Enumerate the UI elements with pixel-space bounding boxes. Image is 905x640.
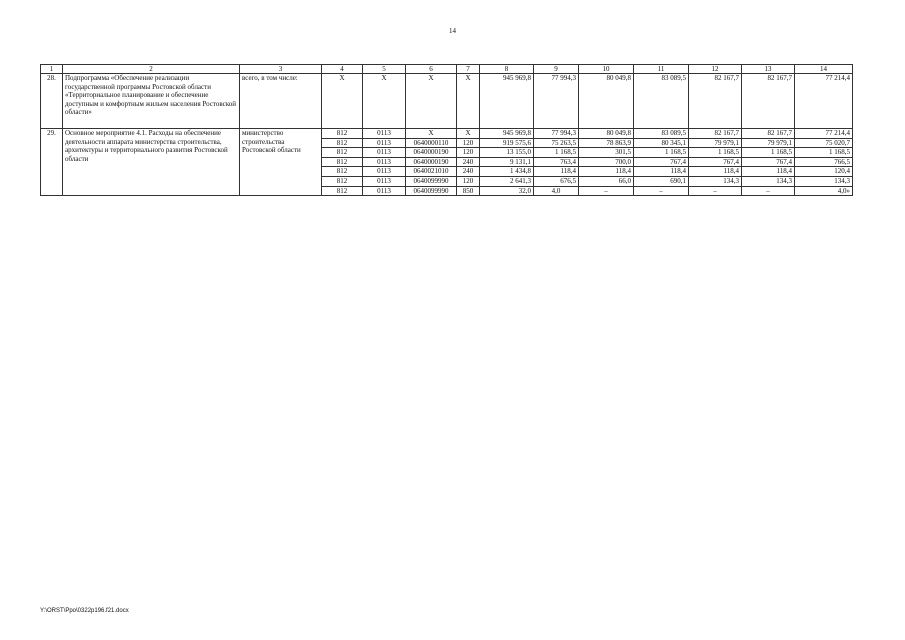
year-cell: 82 167,7 bbox=[689, 74, 742, 129]
year-cell: 134,3 bbox=[689, 176, 742, 186]
file-path-footer: Y:\ORST\Ppo\0322p196.f21.docx bbox=[40, 608, 129, 614]
year-cell: – bbox=[579, 186, 634, 196]
rz-pr-cell: 0113 bbox=[363, 138, 406, 148]
year-cell: 118,4 bbox=[689, 167, 742, 177]
header-cell: 7 bbox=[457, 65, 480, 74]
header-cell: 1 bbox=[41, 65, 63, 74]
gr-cell: 812 bbox=[322, 167, 363, 177]
year-cell: 82 167,7 bbox=[742, 129, 795, 139]
year-cell: 134,3 bbox=[795, 176, 853, 186]
gr-cell: 812 bbox=[322, 176, 363, 186]
rz-pr-cell: 0113 bbox=[363, 129, 406, 139]
header-cell: 11 bbox=[634, 65, 689, 74]
csr-cell: 0640021010 bbox=[406, 167, 457, 177]
year-cell: 118,4 bbox=[579, 167, 634, 177]
year-cell: 80 049,8 bbox=[579, 129, 634, 139]
year-cell: 82 167,7 bbox=[689, 129, 742, 139]
year-cell: 79 979,1 bbox=[689, 138, 742, 148]
header-cell: 3 bbox=[240, 65, 322, 74]
vr-cell: Х bbox=[457, 74, 480, 129]
year-cell: 4,0 bbox=[534, 186, 579, 196]
year-cell: 134,3 bbox=[742, 176, 795, 186]
year-cell: 767,4 bbox=[634, 157, 689, 167]
table-header-row bbox=[41, 65, 853, 74]
table-row-28 bbox=[41, 74, 853, 129]
header-cell: 10 bbox=[579, 65, 634, 74]
year-cell: 676,5 bbox=[534, 176, 579, 186]
csr-cell: 0640000190 bbox=[406, 148, 457, 158]
year-cell: 66,0 bbox=[579, 176, 634, 186]
header-cell: 9 bbox=[534, 65, 579, 74]
rz-pr-cell: 0113 bbox=[363, 167, 406, 177]
year-cell: 1 168,5 bbox=[634, 148, 689, 158]
vr-cell: 240 bbox=[457, 157, 480, 167]
executor-cell: всего, в том числе: bbox=[240, 74, 322, 129]
year-cell: 77 214,4 bbox=[795, 74, 853, 129]
year-cell: 77 994,3 bbox=[534, 74, 579, 129]
vr-cell: 120 bbox=[457, 138, 480, 148]
gr-cell: 812 bbox=[322, 138, 363, 148]
subprogram-name: Подпрограмма «Обеспечение реализации государственной программы Ростовской области «Территориальное планирование и обеспечение доступным и комфортным жильем населения Ростовской области» bbox=[63, 74, 240, 129]
year-cell: – bbox=[634, 186, 689, 196]
year-cell: 75 263,5 bbox=[534, 138, 579, 148]
year-cell: 83 089,5 bbox=[634, 129, 689, 139]
csr-cell: 0640099990 bbox=[406, 176, 457, 186]
year-cell: 78 863,9 bbox=[579, 138, 634, 148]
header-cell: 13 bbox=[742, 65, 795, 74]
header-cell: 4 bbox=[322, 65, 363, 74]
vr-cell: 120 bbox=[457, 176, 480, 186]
header-cell: 8 bbox=[480, 65, 534, 74]
activity-name: Основное мероприятие 4.1. Расходы на обеспечение деятельности аппарата министерства строительства, архитектуры и территориального развития Ростовской области bbox=[63, 129, 240, 196]
year-cell: 700,0 bbox=[579, 157, 634, 167]
year-cell: 75 020,7 bbox=[795, 138, 853, 148]
total-cell: 2 641,3 bbox=[480, 176, 534, 186]
csr-cell: 0640099990 bbox=[406, 186, 457, 196]
executor-cell: министерство строительства Ростовской области bbox=[240, 129, 322, 196]
year-cell: 82 167,7 bbox=[742, 74, 795, 129]
year-cell: 77 994,3 bbox=[534, 129, 579, 139]
year-cell: 1 168,5 bbox=[534, 148, 579, 158]
gr-cell: Х bbox=[322, 74, 363, 129]
rz-pr-cell: 0113 bbox=[363, 157, 406, 167]
year-cell: 4,0» bbox=[795, 186, 853, 196]
year-cell: 79 979,1 bbox=[742, 138, 795, 148]
csr-cell: Х bbox=[406, 74, 457, 129]
total-cell: 1 434,8 bbox=[480, 167, 534, 177]
total-cell: 945 969,8 bbox=[480, 74, 534, 129]
year-cell: 767,4 bbox=[742, 157, 795, 167]
total-cell: 13 155,0 bbox=[480, 148, 534, 158]
budget-table bbox=[40, 64, 853, 196]
vr-cell: 240 bbox=[457, 167, 480, 177]
rz-pr-cell: 0113 bbox=[363, 148, 406, 158]
year-cell: 83 089,5 bbox=[634, 74, 689, 129]
csr-cell: 0640000190 bbox=[406, 157, 457, 167]
vr-cell: Х bbox=[457, 129, 480, 139]
gr-cell: 812 bbox=[322, 148, 363, 158]
vr-cell: 850 bbox=[457, 186, 480, 196]
rz-pr-cell: Х bbox=[363, 74, 406, 129]
header-cell: 12 bbox=[689, 65, 742, 74]
total-cell: 32,0 bbox=[480, 186, 534, 196]
rz-pr-cell: 0113 bbox=[363, 176, 406, 186]
table-row-29 bbox=[41, 129, 853, 139]
year-cell: 1 168,5 bbox=[795, 148, 853, 158]
page-number: 14 bbox=[449, 27, 456, 35]
csr-cell: 0640000110 bbox=[406, 138, 457, 148]
gr-cell: 812 bbox=[322, 186, 363, 196]
year-cell: 80 049,8 bbox=[579, 74, 634, 129]
gr-cell: 812 bbox=[322, 157, 363, 167]
year-cell: 118,4 bbox=[534, 167, 579, 177]
year-cell: 80 345,1 bbox=[634, 138, 689, 148]
year-cell: 767,4 bbox=[689, 157, 742, 167]
year-cell: 766,5 bbox=[795, 157, 853, 167]
total-cell: 9 131,1 bbox=[480, 157, 534, 167]
year-cell: 118,4 bbox=[634, 167, 689, 177]
year-cell: 77 214,4 bbox=[795, 129, 853, 139]
header-cell: 14 bbox=[795, 65, 853, 74]
csr-cell: Х bbox=[406, 129, 457, 139]
year-cell: 690,1 bbox=[634, 176, 689, 186]
total-cell: 945 969,8 bbox=[480, 129, 534, 139]
year-cell: 1 168,5 bbox=[689, 148, 742, 158]
header-cell: 5 bbox=[363, 65, 406, 74]
year-cell: – bbox=[742, 186, 795, 196]
year-cell: 1 168,5 bbox=[742, 148, 795, 158]
year-cell: 763,4 bbox=[534, 157, 579, 167]
row-number: 29. bbox=[41, 129, 63, 196]
row-number: 28. bbox=[41, 74, 63, 129]
year-cell: – bbox=[689, 186, 742, 196]
rz-pr-cell: 0113 bbox=[363, 186, 406, 196]
header-cell: 2 bbox=[63, 65, 240, 74]
header-cell: 6 bbox=[406, 65, 457, 74]
vr-cell: 120 bbox=[457, 148, 480, 158]
total-cell: 919 575,6 bbox=[480, 138, 534, 148]
year-cell: 118,4 bbox=[742, 167, 795, 177]
gr-cell: 812 bbox=[322, 129, 363, 139]
year-cell: 120,4 bbox=[795, 167, 853, 177]
year-cell: 301,5 bbox=[579, 148, 634, 158]
